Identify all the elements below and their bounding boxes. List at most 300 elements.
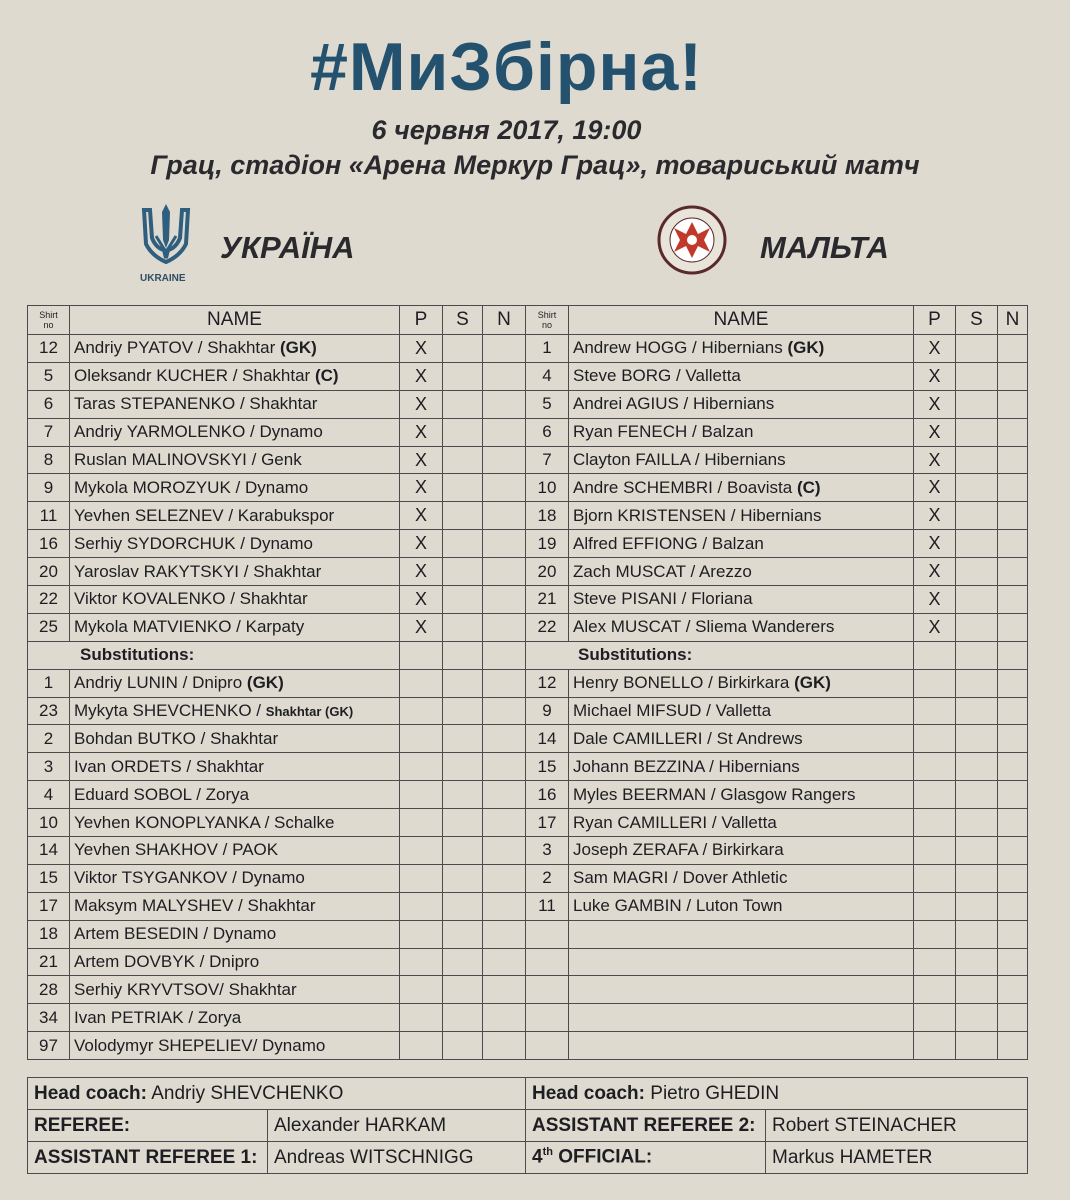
player-name-cell	[569, 613, 914, 641]
shirt-number	[526, 920, 569, 948]
not-used-mark	[998, 446, 1028, 474]
player-name: Andrei AGIUS / Hibernians	[573, 394, 775, 414]
home-coach-name: Andriy SHEVCHENKO	[151, 1082, 344, 1104]
player-name-cell	[569, 892, 914, 920]
played-mark	[400, 725, 443, 753]
sub-mark	[443, 753, 483, 781]
away-n-header: N	[998, 306, 1028, 335]
table-row	[28, 1004, 1028, 1032]
played-mark	[914, 892, 956, 920]
player-name-cell	[70, 864, 400, 892]
played-mark: X	[400, 530, 443, 558]
player-name: Ivan PETRIAK / Zorya	[74, 1007, 242, 1027]
played-mark: X	[400, 613, 443, 641]
player-name: Michael MIFSUD / Valletta	[573, 701, 772, 721]
sub-mark	[956, 669, 998, 697]
not-used-mark	[483, 697, 526, 725]
sub-mark	[956, 976, 998, 1004]
player-name-cell	[70, 1032, 400, 1060]
away-s-header: S	[956, 306, 998, 335]
player-name: Mykola MOROZYUK / Dynamo	[74, 477, 309, 497]
player-name-cell	[569, 418, 914, 446]
sub-mark	[443, 976, 483, 1004]
sub-mark	[956, 864, 998, 892]
played-mark: X	[914, 335, 956, 363]
not-used-mark	[998, 530, 1028, 558]
player-name-cell	[70, 530, 400, 558]
shirt-number: 7	[526, 446, 569, 474]
table-row	[28, 613, 1028, 641]
player-name-cell	[569, 586, 914, 614]
sub-mark	[956, 697, 998, 725]
player-name: Taras STEPANENKO / Shakhtar	[74, 394, 318, 414]
shirt-number: 1	[28, 669, 70, 697]
page-title: #МиЗбірна!	[310, 29, 703, 105]
sub-mark	[443, 1004, 483, 1032]
shirt-number: 8	[28, 446, 70, 474]
player-name: Artem BESEDIN / Dynamo	[74, 924, 277, 944]
sub-mark	[443, 613, 483, 641]
shirt-number	[526, 976, 569, 1004]
shirt-number: 17	[526, 809, 569, 837]
player-name-cell	[70, 948, 400, 976]
head-coach-label: Head coach:	[34, 1082, 147, 1104]
played-mark: X	[914, 390, 956, 418]
not-used-mark	[483, 418, 526, 446]
player-name: Ivan ORDETS / Shakhtar	[74, 756, 264, 776]
shirt-number	[526, 1032, 569, 1060]
shirt-number: 15	[526, 753, 569, 781]
sub-mark	[443, 530, 483, 558]
player-name-cell	[70, 390, 400, 418]
played-mark: X	[400, 390, 443, 418]
not-used-mark	[998, 725, 1028, 753]
shirt-number: 4	[28, 781, 70, 809]
home-shirt-header	[28, 306, 70, 335]
player-name: Yaroslav RAKYTSKYI / Shakhtar	[74, 561, 322, 581]
not-used-mark	[483, 446, 526, 474]
sub-mark	[956, 837, 998, 865]
played-mark	[914, 1004, 956, 1032]
played-mark: X	[400, 558, 443, 586]
not-used-mark	[998, 390, 1028, 418]
player-name: Luke GAMBIN / Luton Town	[573, 896, 783, 916]
player-tag: Shakhtar (GK)	[265, 704, 354, 720]
played-mark: X	[400, 474, 443, 502]
played-mark	[914, 697, 956, 725]
not-used-mark	[483, 586, 526, 614]
player-name-cell	[569, 976, 914, 1004]
played-mark	[914, 948, 956, 976]
away-name-header: NAME	[569, 306, 914, 335]
ar2-name: Robert STEINACHER	[766, 1110, 1028, 1142]
shirt-number: 22	[28, 586, 70, 614]
home-n-header: N	[483, 306, 526, 335]
played-mark	[914, 809, 956, 837]
table-row	[28, 446, 1028, 474]
played-mark	[400, 864, 443, 892]
played-mark	[914, 725, 956, 753]
player-name: Artem DOVBYK / Dnipro	[74, 952, 260, 972]
player-name-cell	[569, 335, 914, 363]
no-label: no	[541, 320, 552, 330]
not-used-mark	[483, 753, 526, 781]
player-name-cell	[70, 362, 400, 390]
player-tag: (GK)	[794, 673, 831, 693]
sub-mark	[443, 586, 483, 614]
not-used-mark	[483, 864, 526, 892]
sub-mark	[956, 725, 998, 753]
fourth-label-text: OFFICIAL:	[552, 1146, 653, 1168]
played-mark: X	[400, 418, 443, 446]
not-used-mark	[483, 474, 526, 502]
player-name-cell	[569, 669, 914, 697]
not-used-mark	[483, 613, 526, 641]
not-used-mark	[998, 502, 1028, 530]
shirt-number: 11	[28, 502, 70, 530]
player-name: Myles BEERMAN / Glasgow Rangers	[573, 784, 856, 804]
sub-mark	[443, 948, 483, 976]
player-name: Henry BONELLO / Birkirkara	[573, 673, 790, 693]
player-name-cell	[70, 335, 400, 363]
player-name-cell	[569, 920, 914, 948]
sub-mark	[443, 697, 483, 725]
player-name-cell	[70, 558, 400, 586]
player-name: Eduard SOBOL / Zorya	[74, 784, 250, 804]
player-name-cell	[569, 558, 914, 586]
sub-mark	[956, 753, 998, 781]
shirt-number: 14	[526, 725, 569, 753]
played-mark: X	[914, 474, 956, 502]
shirt-number: 23	[28, 697, 70, 725]
shirt-number: 12	[28, 335, 70, 363]
player-name: Maksym MALYSHEV / Shakhtar	[74, 896, 316, 916]
not-used-mark	[483, 725, 526, 753]
not-used-mark	[998, 641, 1028, 669]
player-name: Andriy LUNIN / Dnipro	[74, 673, 243, 693]
shirt-number: 19	[526, 530, 569, 558]
player-name-cell	[569, 362, 914, 390]
sub-mark	[956, 613, 998, 641]
player-name-cell	[569, 474, 914, 502]
played-mark	[400, 892, 443, 920]
played-mark	[400, 837, 443, 865]
played-mark	[400, 669, 443, 697]
not-used-mark	[998, 920, 1028, 948]
player-tag: (GK)	[280, 338, 317, 358]
player-name-cell	[569, 697, 914, 725]
sub-mark	[956, 558, 998, 586]
not-used-mark	[998, 809, 1028, 837]
not-used-mark	[483, 892, 526, 920]
sub-mark	[443, 362, 483, 390]
table-row	[28, 864, 1028, 892]
shirt-number: 5	[526, 390, 569, 418]
sub-mark	[443, 669, 483, 697]
player-name: Yevhen SELEZNEV / Karabukspor	[74, 505, 335, 525]
home-head-coach	[28, 1078, 526, 1110]
not-used-mark	[998, 948, 1028, 976]
player-name-cell	[569, 725, 914, 753]
home-s-header: S	[443, 306, 483, 335]
table-row	[28, 530, 1028, 558]
sub-mark	[443, 474, 483, 502]
shirt-number: 21	[526, 586, 569, 614]
player-name-cell	[70, 725, 400, 753]
played-mark	[400, 641, 443, 669]
player-name-cell	[70, 976, 400, 1004]
player-name: Steve PISANI / Floriana	[573, 589, 753, 609]
ar1-label: ASSISTANT REFEREE 1:	[28, 1142, 268, 1174]
player-name: Yevhen KONOPLYANKA / Schalke	[74, 812, 335, 832]
sub-mark	[443, 502, 483, 530]
sub-mark	[956, 809, 998, 837]
played-mark	[914, 920, 956, 948]
player-name-cell	[70, 446, 400, 474]
ar2-label: ASSISTANT REFEREE 2:	[526, 1110, 766, 1142]
shirt-number: 1	[526, 335, 569, 363]
player-name-cell	[70, 613, 400, 641]
shirt-number: 4	[526, 362, 569, 390]
shirt-number: 3	[28, 753, 70, 781]
player-name: Zach MUSCAT / Arezzo	[573, 561, 752, 581]
played-mark	[914, 976, 956, 1004]
player-name-cell	[70, 418, 400, 446]
table-row	[28, 948, 1028, 976]
table-row	[28, 335, 1028, 363]
not-used-mark	[483, 809, 526, 837]
played-mark	[914, 837, 956, 865]
table-row	[28, 976, 1028, 1004]
shirt-number: 28	[28, 976, 70, 1004]
player-name: Andrew HOGG / Hibernians	[573, 338, 783, 358]
played-mark: X	[914, 418, 956, 446]
home-p-header: P	[400, 306, 443, 335]
not-used-mark	[998, 362, 1028, 390]
not-used-mark	[483, 976, 526, 1004]
player-name: Ruslan MALINOVSKYI / Genk	[74, 450, 302, 469]
shirt-number: 21	[28, 948, 70, 976]
sub-mark	[956, 335, 998, 363]
table-row	[28, 697, 1028, 725]
played-mark: X	[914, 446, 956, 474]
player-name: Mykyta SHEVCHENKO /	[74, 701, 262, 721]
sub-mark	[956, 892, 998, 920]
not-used-mark	[998, 1004, 1028, 1032]
shirt-number: 97	[28, 1032, 70, 1060]
shirt-number: 12	[526, 669, 569, 697]
player-name: Serhiy KRYVTSOV/ Shakhtar	[74, 979, 297, 999]
player-name: Johann BEZZINA / Hibernians	[573, 756, 800, 776]
table-row	[28, 1032, 1028, 1060]
away-p-header: P	[914, 306, 956, 335]
shirt-number: 14	[28, 837, 70, 865]
sub-mark	[956, 1032, 998, 1060]
table-row	[28, 837, 1028, 865]
player-name-cell	[569, 1032, 914, 1060]
shirt-number: 2	[526, 864, 569, 892]
shirt-number: 17	[28, 892, 70, 920]
shirt-number	[526, 948, 569, 976]
player-name: Alex MUSCAT / Sliema Wanderers	[573, 617, 835, 637]
not-used-mark	[998, 976, 1028, 1004]
shirt-number: 9	[526, 697, 569, 725]
home-substitutions-label: Substitutions:	[28, 641, 400, 669]
played-mark: X	[400, 502, 443, 530]
table-row	[28, 390, 1028, 418]
not-used-mark	[998, 892, 1028, 920]
table-row	[28, 502, 1028, 530]
match-date: 6 червня 2017, 19:00	[371, 115, 642, 145]
sub-mark	[956, 502, 998, 530]
played-mark: X	[914, 558, 956, 586]
table-row	[28, 474, 1028, 502]
player-name-cell	[70, 1004, 400, 1032]
player-name: Dale CAMILLERI / St Andrews	[573, 728, 803, 748]
shirt-number: 10	[526, 474, 569, 502]
player-name: Steve BORG / Valletta	[573, 366, 741, 386]
table-row	[28, 725, 1028, 753]
not-used-mark	[998, 781, 1028, 809]
table-row	[28, 781, 1028, 809]
shirt-number: 15	[28, 864, 70, 892]
lineup-table	[27, 305, 1028, 1060]
player-name-cell	[70, 837, 400, 865]
sub-mark	[956, 474, 998, 502]
malta-fa-crest-icon	[656, 204, 728, 276]
sub-mark	[443, 809, 483, 837]
sub-mark	[956, 641, 998, 669]
played-mark	[914, 753, 956, 781]
away-substitutions-label: Substitutions:	[526, 641, 914, 669]
sub-mark	[956, 418, 998, 446]
played-mark: X	[914, 530, 956, 558]
shirt-number: 20	[28, 558, 70, 586]
played-mark	[914, 669, 956, 697]
player-name-cell	[70, 474, 400, 502]
not-used-mark	[998, 669, 1028, 697]
not-used-mark	[998, 335, 1028, 363]
table-row	[28, 920, 1028, 948]
shirt-number: 6	[526, 418, 569, 446]
not-used-mark	[483, 669, 526, 697]
played-mark	[400, 781, 443, 809]
not-used-mark	[483, 1004, 526, 1032]
head-coach-label: Head coach:	[532, 1082, 645, 1104]
player-name: Clayton FAILLA / Hibernians	[573, 450, 786, 469]
not-used-mark	[483, 558, 526, 586]
not-used-mark	[483, 837, 526, 865]
table-row	[28, 669, 1028, 697]
shirt-number: 16	[28, 530, 70, 558]
player-name: Yevhen SHAKHOV / PAOK	[74, 840, 279, 860]
not-used-mark	[998, 418, 1028, 446]
shirt-number: 18	[28, 920, 70, 948]
player-name: Volodymyr SHEPELIEV/ Dynamo	[74, 1035, 326, 1055]
not-used-mark	[998, 697, 1028, 725]
player-name: Viktor KOVALENKO / Shakhtar	[74, 589, 308, 609]
sub-mark	[443, 837, 483, 865]
table-row	[28, 558, 1028, 586]
played-mark	[914, 641, 956, 669]
sub-mark	[443, 1032, 483, 1060]
player-name-cell	[70, 697, 400, 725]
away-team-name: МАЛЬТА	[760, 230, 889, 265]
played-mark	[400, 697, 443, 725]
sub-mark	[443, 864, 483, 892]
not-used-mark	[998, 586, 1028, 614]
shirt-number: 18	[526, 502, 569, 530]
player-name: Ryan FENECH / Balzan	[573, 422, 754, 442]
played-mark	[400, 809, 443, 837]
referee-name: Alexander HARKAM	[268, 1110, 526, 1142]
player-name: Viktor TSYGANKOV / Dynamo	[74, 868, 305, 888]
not-used-mark	[998, 474, 1028, 502]
player-name-cell	[569, 530, 914, 558]
sub-mark	[443, 390, 483, 418]
shirt-number: 6	[28, 390, 70, 418]
sub-mark	[956, 1004, 998, 1032]
not-used-mark	[483, 530, 526, 558]
not-used-mark	[483, 362, 526, 390]
player-name-cell	[70, 753, 400, 781]
played-mark: X	[914, 613, 956, 641]
not-used-mark	[998, 558, 1028, 586]
played-mark: X	[914, 586, 956, 614]
sub-mark	[956, 948, 998, 976]
played-mark	[400, 948, 443, 976]
table-header-row	[28, 306, 1028, 335]
sub-mark	[443, 335, 483, 363]
no-label: no	[43, 320, 54, 330]
home-name-header: NAME	[70, 306, 400, 335]
shirt-number: 25	[28, 613, 70, 641]
player-name: Joseph ZERAFA / Birkirkara	[573, 840, 784, 860]
referee-label: REFEREE:	[28, 1110, 268, 1142]
officials-table	[27, 1077, 1028, 1174]
player-name-cell	[569, 390, 914, 418]
not-used-mark	[483, 502, 526, 530]
player-name-cell	[569, 1004, 914, 1032]
not-used-mark	[483, 920, 526, 948]
played-mark	[400, 1004, 443, 1032]
table-row	[28, 362, 1028, 390]
player-name: Mykola MATVIENKO / Karpaty	[74, 617, 305, 637]
trident-icon	[136, 200, 196, 270]
not-used-mark	[998, 864, 1028, 892]
player-name-cell	[569, 809, 914, 837]
fourth-sup: th	[542, 1146, 553, 1159]
player-name-cell	[569, 837, 914, 865]
shirt-number: 10	[28, 809, 70, 837]
sub-mark	[956, 446, 998, 474]
sub-mark	[956, 920, 998, 948]
not-used-mark	[998, 1032, 1028, 1060]
table-row	[28, 586, 1028, 614]
not-used-mark	[998, 613, 1028, 641]
table-row	[28, 418, 1028, 446]
fourth-official-label	[526, 1142, 766, 1174]
sub-mark	[956, 781, 998, 809]
sub-mark	[443, 418, 483, 446]
player-name-cell	[569, 753, 914, 781]
player-tag: (GK)	[787, 338, 825, 358]
away-coach-name: Pietro GHEDIN	[650, 1082, 780, 1104]
player-tag: (GK)	[246, 673, 284, 693]
player-name: Andriy YARMOLENKO / Dynamo	[74, 422, 323, 442]
home-team-name: УКРАЇНА	[220, 230, 355, 265]
player-name-cell	[70, 502, 400, 530]
